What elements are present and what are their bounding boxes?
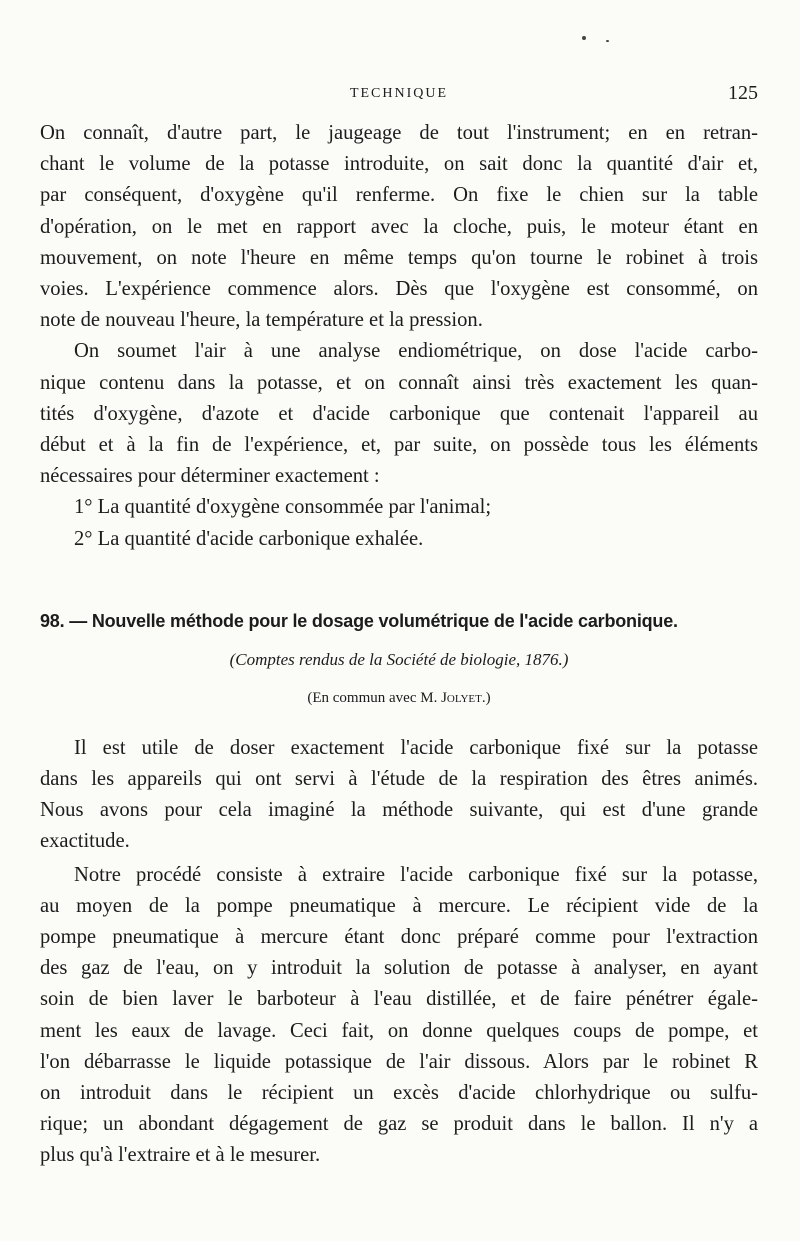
text-line: nécessaires pour déterminer exactement : [40, 465, 380, 488]
text-line: pompe pneumatique à mercure étant donc préparé comme pour l'extraction [40, 926, 758, 949]
list-item: 2° La quantité d'acide carbonique exhalée. [74, 527, 424, 550]
text-line: par conséquent, d'oxygène qu'il renferme. On fixe le chien sur la table [40, 184, 758, 207]
collab-name: Jolyet [441, 689, 482, 706]
paragraph [40, 733, 758, 858]
text-line: note de nouveau l'heure, la température et la pression. [40, 309, 483, 332]
ink-speck [606, 40, 609, 42]
text-line: nique contenu dans la potasse, et on connaît ainsi très exactement les quan- [40, 371, 758, 394]
text-line: voies. L'expérience commence alors. Dès que l'oxygène est consommé, on [40, 278, 758, 301]
ink-speck [582, 36, 586, 40]
text-line: Notre procédé consiste à extraire l'acide carbonique fixé sur la potasse, [74, 863, 758, 886]
text-line: des gaz de l'eau, on y introduit la solution de potasse à analyser, en ayant [40, 957, 758, 980]
citation: (Comptes rendus de la Société de biologie, 1876.) [229, 649, 569, 669]
text-line: l'on débarrasse le liquide potassique de l'air dissous. Alors par le robinet R [40, 1050, 758, 1073]
text-line: On soumet l'air à une analyse endiométrique, on dose l'acide carbo- [74, 340, 758, 363]
text-line: chant le volume de la potasse introduite, on sait donc la quantité d'air et, [40, 153, 758, 176]
text-line: On connaît, d'autre part, le jaugeage de tout l'instrument; en en retran- [40, 122, 758, 144]
text-line: ment les eaux de lavage. Ceci fait, on donne quelques coups de pompe, et [40, 1019, 758, 1042]
text-line: Nous avons pour cela imaginé la méthode suivante, qui est d'une grande [40, 799, 758, 822]
section-title: 98. — Nouvelle méthode pour le dosage volumétrique de l'acide carbonique. [40, 610, 678, 631]
paragraph [40, 860, 758, 1172]
text-line: d'opération, on le met en rapport avec la cloche, puis, le moteur étant en [40, 215, 758, 238]
text-line: début et à la fin de l'expérience, et, par suite, on possède tous les éléments [40, 434, 758, 457]
text-line: mouvement, on note l'heure en même temps qu'on tourne le robinet à trois [40, 246, 758, 269]
paragraph [40, 336, 758, 492]
text-line: Il est utile de doser exactement l'acide carbonique fixé sur la potasse [74, 736, 758, 759]
text-line: soin de bien laver le barboteur à l'eau distillée, et de faire pénétrer égale- [40, 988, 758, 1011]
list-item: 1° La quantité d'oxygène consommée par l'animal; [74, 496, 492, 519]
page [40, 82, 758, 1172]
page-number: 125 [728, 82, 758, 104]
page-header [40, 82, 758, 112]
text-line: rique; un abondant dégagement de gaz se produit dans le ballon. Il n'y a [40, 1113, 758, 1136]
text-line: on introduit dans le récipient un excès d'acide chlorhydrique ou sulfu- [40, 1082, 758, 1105]
text-line: dans les appareils qui ont servi à l'étude de la respiration des êtres animés. [40, 768, 758, 791]
text-line: exactitude. [40, 830, 130, 853]
paragraph [40, 118, 758, 336]
collab-prefix: (En commun avec M. [307, 689, 442, 706]
text-line: tités d'oxygène, d'azote et d'acide carbonique que contenait l'appareil au [40, 402, 758, 425]
text-line: plus qu'à l'extraire et à le mesurer. [40, 1144, 321, 1167]
text-line: au moyen de la pompe pneumatique à mercure. Le récipient vide de la [40, 894, 758, 917]
collaboration-note [40, 690, 758, 707]
collab-suffix: .) [481, 689, 491, 706]
running-head: TECHNIQUE [349, 86, 449, 101]
